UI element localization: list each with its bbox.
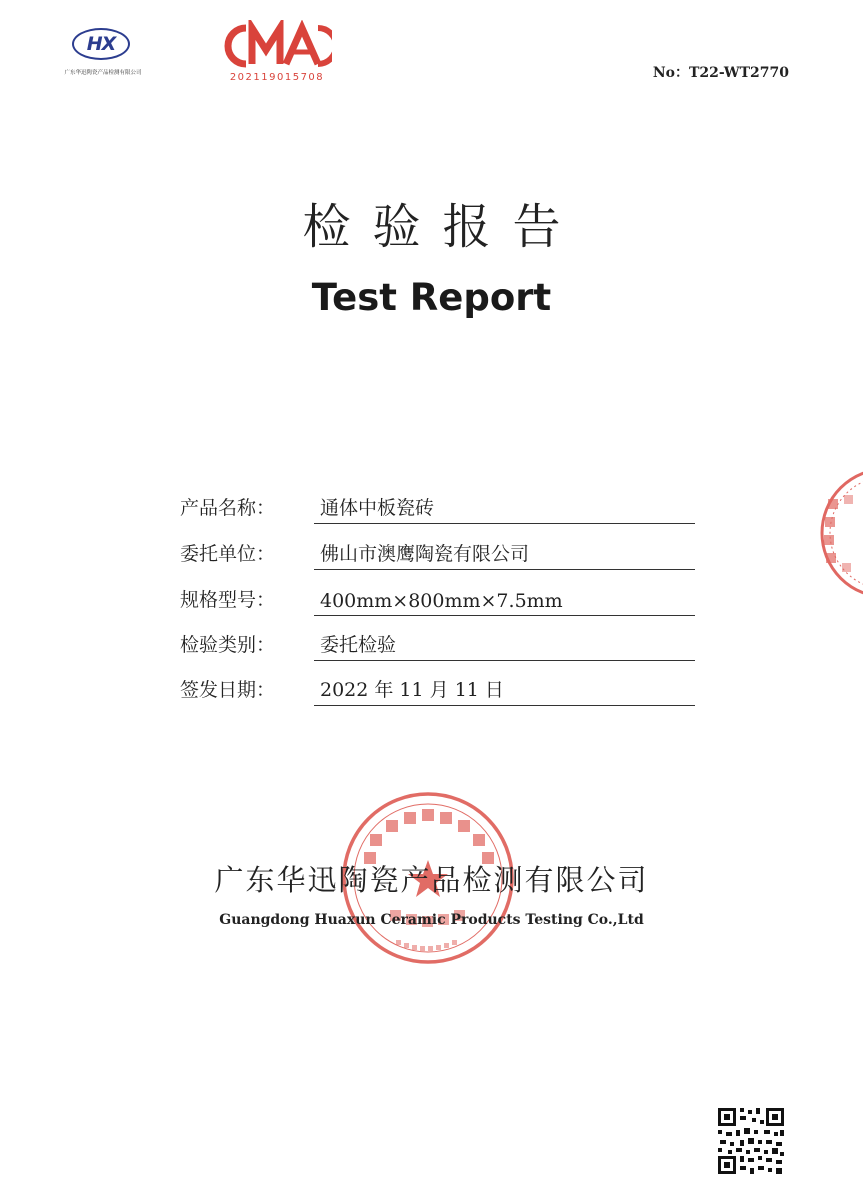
field-product-name xyxy=(180,496,695,524)
report-number: No：T22-WT2770 xyxy=(652,65,789,81)
hx-logo xyxy=(58,22,148,82)
field-value: 通体中板瓷砖 xyxy=(320,497,435,519)
field-client xyxy=(180,542,695,570)
company-name-chinese: 广东华迅陶瓷产品检测有限公司 xyxy=(214,863,649,897)
hx-logo-caption: 广东华迅陶瓷产品检测有限公司 xyxy=(64,70,142,76)
field-label: 产品名称： xyxy=(180,497,276,519)
edge-seal-icon xyxy=(808,455,863,611)
field-specification xyxy=(180,588,695,616)
field-underline xyxy=(314,569,695,570)
field-inspection-type xyxy=(180,633,695,661)
hx-logo-oval xyxy=(72,28,130,60)
hx-logo-mark: HX xyxy=(86,33,116,55)
cma-code: 202119015708 xyxy=(229,72,325,83)
title-chinese: 检验报告 xyxy=(302,199,583,255)
field-label: 规格型号： xyxy=(180,589,276,611)
field-value: 400mm×800mm×7.5mm xyxy=(320,590,563,612)
field-issue-date xyxy=(180,678,695,706)
field-underline xyxy=(314,523,695,524)
field-underline xyxy=(314,705,695,706)
field-label: 委托单位： xyxy=(180,543,276,565)
field-value: 2022 年 11 月 11 日 xyxy=(320,679,504,701)
field-underline xyxy=(314,660,695,661)
qr-code-icon xyxy=(716,1106,786,1176)
title-english: Test Report xyxy=(311,276,552,319)
field-value: 佛山市澳鹰陶瓷有限公司 xyxy=(320,543,530,565)
field-label: 检验类别： xyxy=(180,634,276,656)
field-underline xyxy=(314,615,695,616)
cma-logo-icon xyxy=(222,20,332,72)
field-label: 签发日期： xyxy=(180,679,276,701)
field-value: 委托检验 xyxy=(320,634,397,656)
company-name-english: Guangdong Huaxun Ceramic Products Testing Co.,Ltd xyxy=(219,912,644,928)
cma-logo xyxy=(222,20,332,86)
